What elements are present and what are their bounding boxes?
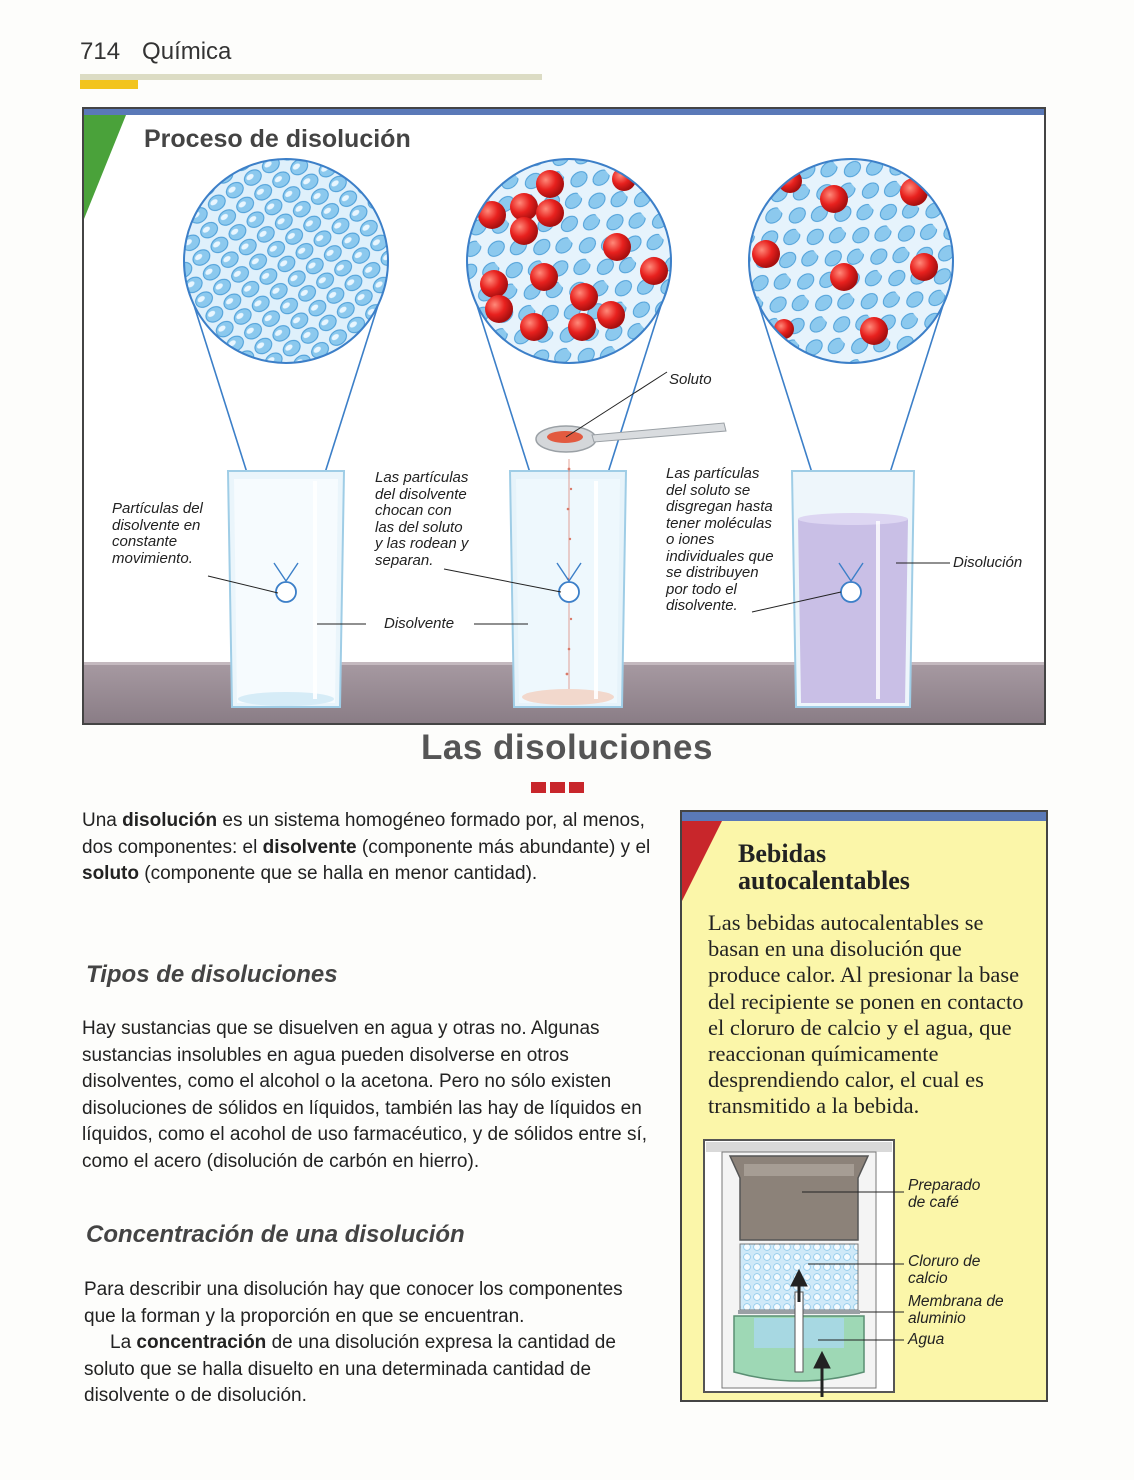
page-number: 714 xyxy=(80,38,121,65)
label-particulas-chocan: Las partículas del disolvente chocan con las del soluto y las rodean y separan. xyxy=(375,469,469,569)
concentracion-heading: Concentración de una disolución xyxy=(86,1221,465,1248)
section-title: Química xyxy=(142,38,232,65)
title-ornament xyxy=(531,780,588,798)
intro-paragraph: Una disolución es un sistema homogéneo formado por, al menos, dos componentes: el disolvente (componente más abundante) y el soluto (componente que se halla en menor cantidad). xyxy=(82,810,651,884)
sidebar-title: Bebidas autocalentables xyxy=(738,839,910,895)
figure-illustration xyxy=(84,109,1044,723)
sidebar-bebidas xyxy=(680,810,1048,1402)
label-disolucion: Disolución xyxy=(953,554,1023,571)
concentracion-paragraph-2: La concentración de una disolución expresa la cantidad de soluto que se halla disuelto en una determinada cantidad de disolvente o de disolución. xyxy=(84,1332,616,1406)
header-rule xyxy=(80,74,542,80)
tipos-heading: Tipos de disoluciones xyxy=(86,961,338,988)
label-preparado-cafe: Preparado de café xyxy=(908,1177,981,1211)
main-title: Las disoluciones xyxy=(421,728,713,767)
label-disolvente: Disolvente xyxy=(384,615,455,632)
label-agua: Agua xyxy=(908,1331,945,1348)
label-particulas-disolvente: Partículas del disolvente en constante movimiento. xyxy=(112,500,203,567)
term-soluto: soluto xyxy=(82,863,139,884)
label-membrana-aluminio: Membrana de aluminio xyxy=(908,1293,1004,1327)
label-soluto: Soluto xyxy=(669,371,712,388)
term-disolucion: disolución xyxy=(122,810,218,831)
term-disolvente: disolvente xyxy=(262,836,357,858)
label-particulas-soluto: Las partículas del soluto se disgregan hasta tener moléculas o iones individuales que se distribuyen por todo el disolvente. xyxy=(666,465,774,614)
page-header xyxy=(80,38,253,66)
label-cloruro-calcio: Cloruro de calcio xyxy=(908,1253,981,1287)
dissolution-figure xyxy=(82,107,1046,725)
concentracion-paragraph-1: Para describir una disolución hay que conocer los componentes que la forman y la proporción en que se encuentran. xyxy=(84,1279,623,1327)
term-concentracion: concentración xyxy=(136,1332,267,1353)
sidebar-text: Las bebidas autocalentables se basan en una disolución que produce calor. Al presionar la base del recipiente se ponen en contacto el cloruro de calcio y el agua, que reaccionan químicamente desprendiendo calor, el cual es transmitido a la bebida. xyxy=(708,910,1024,1119)
tipos-paragraph: Hay sustancias que se disuelven en agua y otras no. Algunas sustancias insolubles en agua pueden disolverse en otros disolventes, como el alcohol o la acetona. Pero no sólo existen disoluciones de sólidos en líquidos, también las hay de líquidos en líquidos, como el acohol de uso farmacéutico, y de sólidos entre sí, como el acero (disolución de carbón en hierro). xyxy=(82,1018,648,1172)
header-accent xyxy=(80,80,138,89)
figure-title: Proceso de disolución xyxy=(144,125,411,153)
